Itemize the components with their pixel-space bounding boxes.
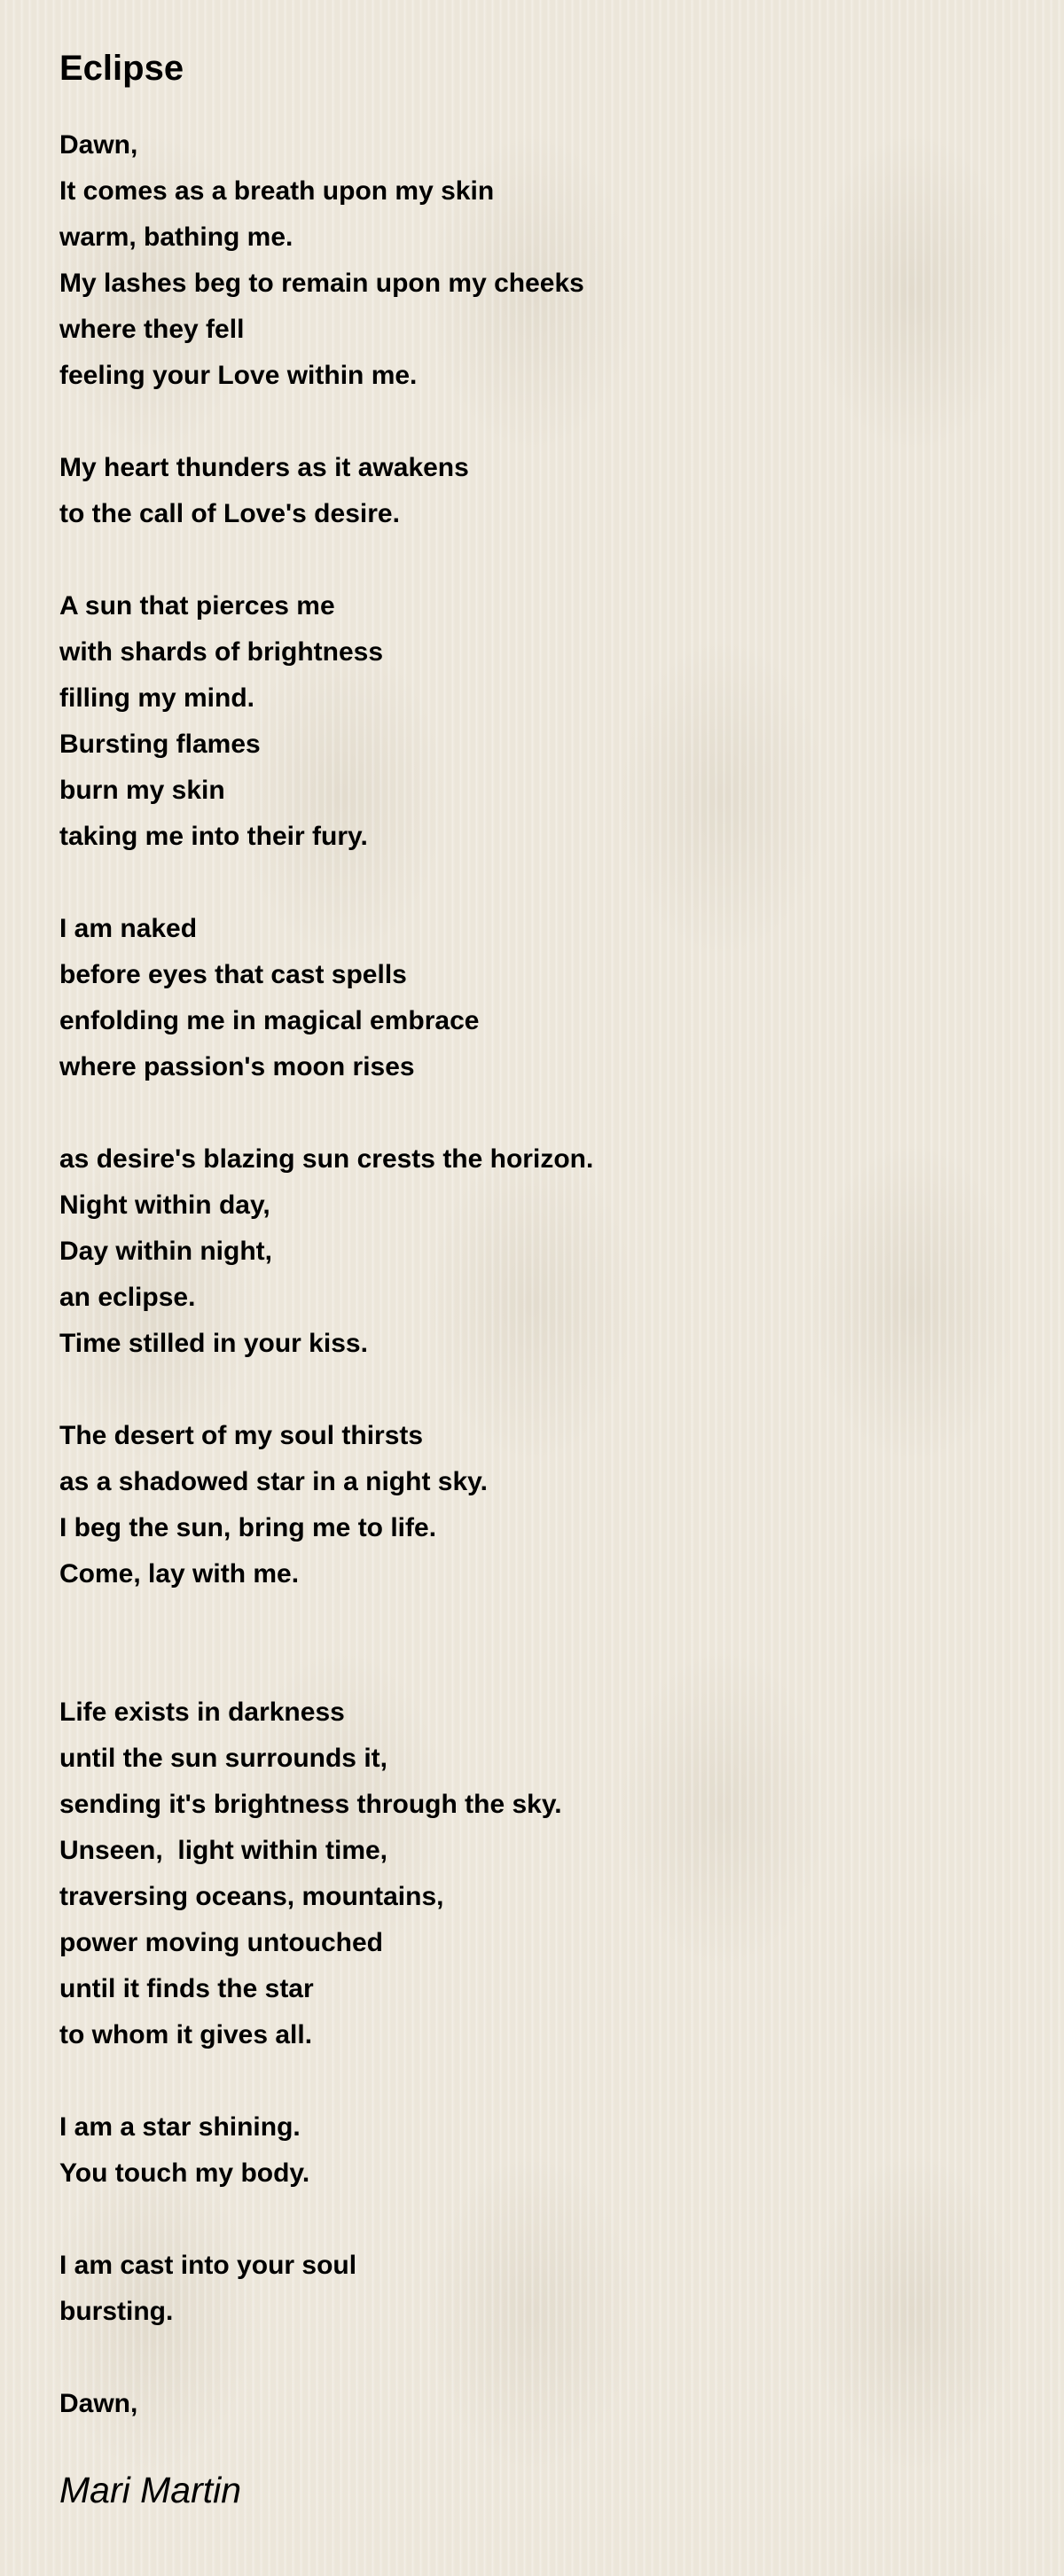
poem-line: Life exists in darkness [59, 1698, 345, 1727]
poem-line: where passion's moon rises [59, 1052, 415, 1081]
poem-line: bursting. [59, 2297, 174, 2326]
author-signature: Mari Martin [59, 2470, 242, 2510]
poem-line: enfolding me in magical embrace [59, 1006, 480, 1035]
stanza-5 [59, 1136, 1017, 1367]
poem-line: The desert of my soul thirsts [59, 1421, 424, 1450]
poem-line: Dawn, [59, 2389, 138, 2418]
poem-line: where they fell [59, 315, 245, 344]
stanza-10 [59, 2381, 1017, 2427]
poem-line: My heart thunders as it awakens [59, 453, 469, 482]
stanza-9 [59, 2243, 1017, 2335]
poem-title: Eclipse [59, 49, 184, 88]
poem-line: filling my mind. [59, 683, 255, 713]
stanza-3 [59, 583, 1017, 860]
poem-line: power moving untouched [59, 1928, 383, 1957]
poem-line: until it finds the star [59, 1974, 314, 2003]
poem-line: I beg the sun, bring me to life. [59, 1513, 437, 1542]
poem-line: I am naked [59, 914, 198, 943]
poem-line: warm, bathing me. [59, 222, 293, 252]
poem-line: to whom it gives all. [59, 2020, 313, 2049]
poem-line: burn my skin [59, 776, 225, 805]
poem-line: Day within night, [59, 1237, 272, 1266]
stanza-6 [59, 1413, 1017, 1597]
poem-line: Time stilled in your kiss. [59, 1329, 368, 1358]
poem-line: traversing oceans, mountains, [59, 1882, 444, 1911]
stanza-4 [59, 906, 1017, 1090]
poem-line: Bursting flames [59, 730, 261, 759]
poem-line: taking me into their fury. [59, 822, 368, 851]
poem-line: Dawn, [59, 130, 138, 160]
poem-line: It comes as a breath upon my skin [59, 176, 495, 206]
stanza-7 [59, 1690, 1017, 2058]
poem-line: feeling your Love within me. [59, 361, 418, 390]
poem-line: an eclipse. [59, 1283, 196, 1312]
poem-line: My lashes beg to remain upon my cheeks [59, 269, 584, 298]
poem-line: Night within day, [59, 1190, 270, 1220]
poem-line: until the sun surrounds it, [59, 1744, 387, 1773]
poem-line: Unseen, light within time, [59, 1836, 388, 1865]
poem-line: before eyes that cast spells [59, 960, 407, 989]
stanza-1 [59, 122, 1017, 399]
poem-line: with shards of brightness [59, 637, 384, 667]
stanza-2 [59, 445, 1017, 537]
poem-container [59, 44, 1017, 2514]
poem-line: Come, lay with me. [59, 1559, 300, 1589]
poem-line: as a shadowed star in a night sky. [59, 1467, 488, 1496]
poem-line: I am a star shining. [59, 2112, 301, 2142]
poem-line: You touch my body. [59, 2158, 310, 2188]
poem-line: sending it's brightness through the sky. [59, 1790, 562, 1819]
poem-line: A sun that pierces me [59, 591, 335, 621]
poem-line: I am cast into your soul [59, 2251, 357, 2280]
stanza-8 [59, 2104, 1017, 2197]
poem-line: to the call of Love's desire. [59, 499, 400, 528]
poem-line: as desire's blazing sun crests the horizon. [59, 1144, 594, 1174]
